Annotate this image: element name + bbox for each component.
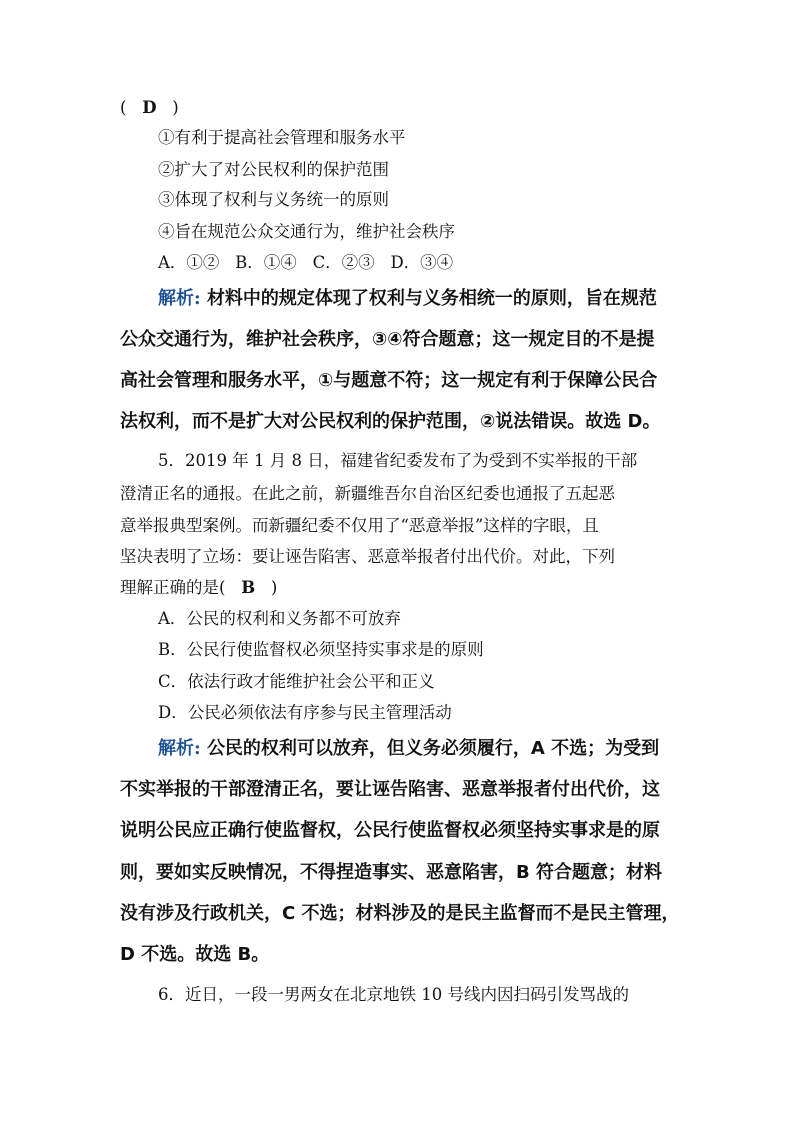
q5-analysis-line-1: 解析: 公民的权利可以放弃，但义务必须履行，A 不选；为受到 xyxy=(158,738,660,759)
q4-analysis-line-3: 高社会管理和服务水平，①与题意不符；这一规定有利于保障公民合 xyxy=(120,370,658,391)
q4-answer-line: ( D ) xyxy=(120,98,179,117)
q4-option-c: C．②③ xyxy=(312,253,375,272)
q5-analysis-line-4: 则，要如实反映情况，不得捏造事实、恶意陷害，B 符合题意；材料 xyxy=(120,862,662,883)
q5-stem-line-2: 澄清正名的通报。在此之前，新疆维吾尔自治区纪委也通报了五起恶 xyxy=(120,484,615,503)
q4-option-b: B．①④ xyxy=(235,253,297,272)
q5-stem-line-4: 坚决表明了立场：要让诬告陷害、恶意举报者付出代价。对此，下列 xyxy=(120,547,615,566)
q4-option-d: D．③④ xyxy=(390,253,454,272)
q6-stem-line-1: 6．近日，一段一男两女在北京地铁 10 号线内因扫码引发骂战的 xyxy=(158,985,629,1004)
q5-analysis-line-5: 没有涉及行政机关，C 不选；材料涉及的是民主监督而不是民主管理， xyxy=(120,903,680,924)
q4-option-a: A．①② xyxy=(158,253,220,272)
q4-analysis-label: 解析: xyxy=(158,288,201,309)
q5-option-b: B．公民行使监督权必须坚持实事求是的原则 xyxy=(158,640,484,659)
q4-statement-2: ②扩大了对公民权利的保护范围 xyxy=(158,160,389,179)
q5-analysis-label: 解析: xyxy=(158,738,201,759)
q4-answer: D xyxy=(142,98,157,117)
q4-analysis-line-1: 解析: 材料中的规定体现了权利与义务相统一的原则，旨在规范 xyxy=(158,288,657,309)
q4-analysis-line-4: 法权利，而不是扩大对公民权利的保护范围，②说法错误。故选 D。 xyxy=(120,411,661,432)
q5-option-a: A．公民的权利和义务都不可放弃 xyxy=(158,609,401,628)
q5-option-d: D．公民必须依法有序参与民主管理活动 xyxy=(158,703,452,722)
q4-statement-1: ①有利于提高社会管理和服务水平 xyxy=(158,128,406,147)
q5-answer: B xyxy=(241,578,256,597)
q4-options xyxy=(158,253,453,273)
q5-stem-line-1: 5．2019 年 1 月 8 日，福建省纪委发布了为受到不实举报的干部 xyxy=(158,451,638,470)
q5-analysis-line-3: 说明公民应正确行使监督权，公民行使监督权必须坚持实事求是的原 xyxy=(120,820,660,841)
q5-stem-line-5: 理解正确的是( B ) xyxy=(120,578,278,597)
q4-statement-4: ④旨在规范公众交通行为，维护社会秩序 xyxy=(158,222,455,241)
q5-stem-line-3: 意举报典型案例。而新疆纪委不仅用了“恶意举报”这样的字眼，且 xyxy=(120,516,599,535)
q5-option-c: C．依法行政才能维护社会公平和正义 xyxy=(158,672,435,691)
q4-statement-3: ③体现了权利与义务统一的原则 xyxy=(158,190,389,209)
q4-analysis-line-2: 公众交通行为，维护社会秩序，③④符合题意；这一规定目的不是提 xyxy=(120,329,655,350)
q5-analysis-line-6: D 不选。故选 B。 xyxy=(120,944,270,965)
q5-analysis-line-2: 不实举报的干部澄清正名，要让诬告陷害、恶意举报者付出代价，这 xyxy=(120,779,660,800)
